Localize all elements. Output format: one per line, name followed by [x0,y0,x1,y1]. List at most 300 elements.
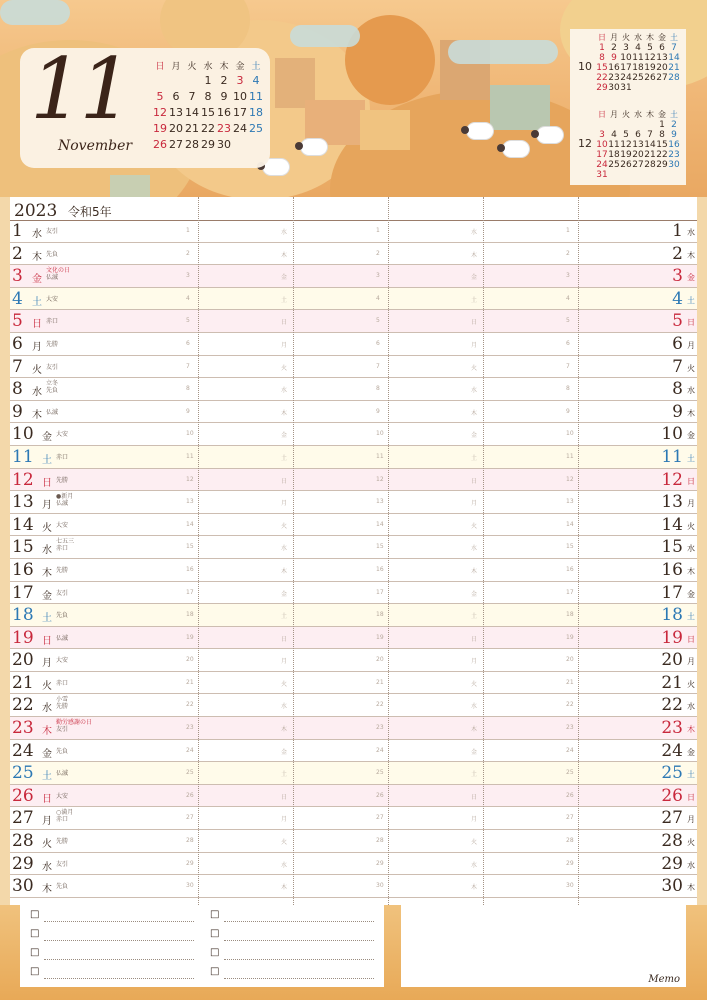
day-row[interactable] [10,491,697,514]
column-day-marker: 金 [471,748,478,756]
cloud-shape [0,0,70,25]
day-note: ●新月 [56,493,74,501]
weekday-label: 月 [42,816,52,828]
side-calendar-day: 26 [620,160,632,170]
memo-label: Memo [648,974,680,985]
column-day-marker: 2 [376,249,380,257]
day-row[interactable] [10,582,697,605]
column-day-marker: 17 [186,588,194,596]
day-number-right: 29 [661,853,683,874]
weekday-header: 金 [658,33,666,42]
day-number-right: 11 [661,446,683,467]
column-day-marker: 土 [471,454,478,462]
day-row[interactable] [10,875,697,898]
column-day-marker: 6 [376,339,380,347]
column-day-marker: 25 [566,769,574,777]
rokuyo-note [56,809,73,823]
day-row[interactable] [10,559,697,582]
side-calendar-day: 28 [644,160,656,170]
side-calendar-day: 3 [599,130,605,140]
day-number: 6 [12,333,23,354]
weekday-header: 水 [203,61,213,72]
column-day-marker: 月 [281,500,288,508]
weekday-label: 金 [42,590,52,602]
mini-calendar-day [232,136,248,152]
weekday-label-right: 木 [687,566,695,576]
side-calendar-day: 10 [620,53,632,63]
column-day-marker: 30 [566,882,574,890]
column-day-marker: 月 [471,341,478,349]
column-day-marker: 29 [376,859,384,867]
day-note: 先勝 [56,566,69,574]
column-day-marker: 木 [281,884,288,892]
rokuyo-note [56,770,68,777]
column-day-marker: 21 [186,678,194,686]
rokuyo-note [56,680,68,687]
day-number: 5 [12,311,23,332]
side-calendar-day: 21 [668,63,680,73]
column-day-marker: 8 [566,385,570,393]
year-row [10,197,697,221]
day-note: 友引 [56,860,69,868]
side-calendar-day: 16 [608,63,620,73]
todo-line[interactable] [224,940,374,941]
day-number-right: 6 [672,333,683,354]
rokuyo-note [56,477,68,484]
day-row[interactable] [10,469,697,492]
column-day-marker: 15 [186,543,194,551]
day-row[interactable] [10,423,697,446]
column-day-marker: 木 [281,251,288,259]
column-day-marker: 5 [566,317,570,325]
day-number: 25 [12,763,34,784]
day-row[interactable] [10,830,697,853]
day-note: 赤口 [56,453,69,461]
weekday-label: 火 [42,680,52,692]
column-day-marker: 木 [471,884,478,892]
column-day-marker: 22 [566,701,574,709]
weekday-header: 金 [235,61,245,72]
todo-checkbox[interactable]: □ [30,928,40,939]
todo-checkbox[interactable]: □ [210,909,220,920]
column-day-marker: 月 [471,500,478,508]
mini-calendar-day: 28 [185,137,199,151]
side-calendar-day [668,83,680,93]
mini-calendar-day: 12 [153,105,167,119]
side-calendar-day: 18 [608,150,620,160]
column-day-marker: 金 [471,590,478,598]
column-day-marker: 火 [471,680,478,688]
column-day-marker: 8 [186,385,190,393]
mini-calendar-day: 19 [153,121,167,135]
footer [0,905,707,1000]
day-number-right: 13 [661,492,683,513]
sheep-icon [502,140,530,158]
day-row[interactable] [10,762,697,785]
side-calendar-day: 14 [668,53,680,63]
column-day-marker: 水 [281,387,288,395]
column-day-marker: 20 [186,656,194,664]
day-row[interactable] [10,740,697,763]
rokuyo-note [56,657,68,664]
prev-month-label: 10 [578,60,592,73]
weekday-header: 月 [171,61,181,72]
side-calendar-day: 25 [608,160,620,170]
side-calendar-day: 8 [599,53,605,63]
column-day-marker: 木 [471,251,478,259]
side-calendar-day: 29 [656,160,668,170]
day-row[interactable] [10,265,697,288]
todo-line[interactable] [44,978,194,979]
day-number: 16 [12,559,34,580]
column-day-marker: 月 [471,658,478,666]
column-day-marker: 29 [566,859,574,867]
side-calendar-day: 22 [596,73,608,83]
side-calendar-day [620,170,632,180]
side-calendar-day: 20 [632,150,644,160]
column-day-marker: 水 [471,229,478,236]
weekday-header: 金 [658,110,666,119]
side-calendar-day: 11 [608,140,620,150]
day-number-right: 16 [661,559,683,580]
day-row[interactable] [10,356,697,379]
side-calendar-day: 12 [644,53,656,63]
weekday-label: 木 [32,251,42,263]
weekday-label-right: 金 [687,747,695,757]
column-day-marker: 水 [281,229,288,236]
weekday-header: 日 [598,33,606,42]
day-row[interactable] [10,807,697,830]
column-day-marker: 26 [376,791,384,799]
weekday-label-right: 土 [687,295,695,305]
weekday-label: 日 [42,477,52,489]
todo-line[interactable] [224,959,374,960]
weekday-label-right: 水 [687,860,695,870]
column-day-marker: 28 [186,837,194,845]
side-calendar-day [644,170,656,180]
todo-line[interactable] [44,959,194,960]
column-divider [293,197,294,905]
day-row[interactable] [10,243,697,266]
mini-calendar-day: 29 [201,137,215,151]
mini-calendar-day: 22 [201,121,215,135]
side-calendar-day: 1 [599,43,605,53]
mini-calendar-day [152,72,168,88]
todo-checkbox[interactable]: □ [210,966,220,977]
column-day-marker: 火 [471,839,478,847]
column-day-marker: 14 [566,520,574,528]
side-calendar-day: 31 [620,83,632,93]
side-calendar-day: 3 [623,43,629,53]
rokuyo-note [46,364,58,371]
side-calendar-day: 26 [644,73,656,83]
column-day-marker: 27 [376,814,384,822]
column-day-marker: 日 [471,635,478,643]
day-number-right: 15 [661,537,683,558]
mini-calendar-day: 26 [153,137,167,151]
column-day-marker: 19 [566,633,574,641]
weekday-label-right: 金 [687,589,695,599]
day-note: 友引 [46,363,59,371]
todo-checkbox[interactable]: □ [30,909,40,920]
column-day-marker: 11 [376,452,384,460]
column-day-marker: 24 [376,746,384,754]
side-calendar-day: 30 [608,83,620,93]
day-number-right: 30 [661,876,683,897]
weekday-label: 木 [42,884,52,896]
day-row[interactable] [10,333,697,356]
day-row[interactable] [10,220,697,243]
side-calendar-day [632,120,644,130]
day-note: 先勝 [46,340,59,348]
column-day-marker: 13 [186,498,194,506]
weekday-label: 火 [42,522,52,534]
day-row[interactable] [10,514,697,537]
mini-calendar-day: 6 [172,89,180,103]
day-number-right: 12 [661,469,683,490]
weekday-label-right: 水 [687,702,695,712]
day-note: 大安 [56,657,69,665]
column-day-marker: 30 [186,882,194,890]
mini-calendar-day: 8 [204,89,212,103]
side-calendar-day: 4 [635,43,641,53]
day-number-right: 7 [672,356,683,377]
day-row[interactable] [10,649,697,672]
side-calendar-day: 7 [671,43,677,53]
day-number-right: 24 [661,740,683,761]
rokuyo-note [56,454,68,461]
column-day-marker: 金 [471,432,478,440]
column-day-marker: 日 [281,319,288,327]
tree-shape [345,15,435,105]
weekday-label: 月 [42,500,52,512]
house-shape [360,110,410,150]
day-note: ○満月 [56,809,74,817]
day-note: 友引 [56,726,69,734]
day-row[interactable] [10,694,697,717]
year-label: 2023 [14,201,58,221]
weekday-label-right: 木 [687,883,695,893]
mini-calendar-day: 3 [236,73,244,87]
rokuyo-note [46,228,58,235]
column-day-marker: 22 [186,701,194,709]
column-day-marker: 5 [186,317,190,325]
mini-calendar-day: 25 [249,121,263,135]
side-calendar-day: 2 [671,120,677,130]
side-calendar-day [632,170,644,180]
day-row[interactable] [10,604,697,627]
weekday-label: 火 [42,839,52,851]
next-month-label: 12 [578,137,592,150]
rokuyo-note [56,567,68,574]
next-month-calendar [596,110,680,180]
column-day-marker: 9 [186,407,190,415]
rokuyo-note [56,635,68,642]
weekday-header: 土 [670,33,678,42]
todo-checkbox[interactable]: □ [30,947,40,958]
day-row[interactable] [10,853,697,876]
column-day-marker: 金 [281,748,288,756]
month-name: November [58,138,133,154]
column-day-marker: 6 [566,339,570,347]
mini-calendar-day: 7 [188,89,196,103]
day-number-right: 23 [661,718,683,739]
column-day-marker: 29 [186,859,194,867]
day-number-right: 3 [672,266,683,287]
day-row[interactable] [10,672,697,695]
mini-calendar-day: 2 [220,73,228,87]
day-note: 先負 [56,883,69,891]
column-day-marker: 水 [281,545,288,553]
weekday-label-right: 金 [687,273,695,283]
weekday-header: 木 [646,110,654,119]
column-day-marker: 13 [376,498,384,506]
day-number-right: 21 [661,672,683,693]
day-number: 18 [12,605,34,626]
column-divider [388,197,389,905]
column-day-marker: 16 [376,565,384,573]
column-day-marker: 水 [471,387,478,395]
side-calendar-day: 16 [668,140,680,150]
column-day-marker: 日 [281,793,288,801]
day-row[interactable] [10,288,697,311]
side-calendar-day: 30 [668,160,680,170]
todo-checkbox[interactable]: □ [30,966,40,977]
column-day-marker: 19 [376,633,384,641]
column-day-marker: 9 [566,407,570,415]
column-day-marker: 12 [186,475,194,483]
weekday-header: 日 [598,110,606,119]
day-number-right: 28 [661,831,683,852]
side-calendar-day: 2 [611,43,617,53]
column-day-marker: 17 [566,588,574,596]
column-day-marker: 水 [471,703,478,711]
side-calendar-day [656,170,668,180]
weekday-header: 日 [155,61,165,72]
column-day-marker: 21 [566,678,574,686]
weekday-label-right: 日 [687,476,695,486]
mini-calendar-day: 4 [252,73,260,87]
column-day-marker: 土 [281,296,288,304]
column-day-marker: 16 [186,565,194,573]
column-day-marker: 18 [376,611,384,619]
side-calendar-day: 6 [659,43,665,53]
rokuyo-note [56,538,74,552]
day-row[interactable] [10,378,697,401]
side-calendar-day: 13 [632,140,644,150]
sheep-icon [300,138,328,156]
day-row[interactable] [10,536,697,559]
side-calendar-day: 19 [644,63,656,73]
side-calendar-day: 31 [596,170,608,180]
day-number: 23 [12,718,34,739]
column-day-marker: 1 [566,227,570,234]
day-note: 先負 [46,250,59,258]
todo-box [20,905,384,987]
column-day-marker: 15 [376,543,384,551]
column-day-marker: 30 [376,882,384,890]
day-row[interactable] [10,446,697,469]
weekday-label: 金 [32,274,42,286]
column-day-marker: 金 [281,274,288,282]
day-number: 2 [12,243,23,264]
day-number: 13 [12,492,34,513]
day-number: 26 [12,785,34,806]
todo-line[interactable] [224,978,374,979]
mini-calendar-day: 10 [233,89,247,103]
todo-line[interactable] [224,921,374,922]
todo-line[interactable] [44,940,194,941]
weekday-label: 月 [42,658,52,670]
column-day-marker: 8 [376,385,380,393]
column-day-marker: 10 [376,430,384,438]
memo-box[interactable] [401,905,686,987]
side-calendar-day: 24 [596,160,608,170]
day-note: 小雪 [56,696,69,704]
column-day-marker: 14 [376,520,384,528]
column-day-marker: 水 [281,861,288,869]
todo-line[interactable] [44,921,194,922]
rokuyo-note [46,341,58,348]
column-day-marker: 4 [376,294,380,302]
weekday-header: 土 [251,61,261,72]
todo-checkbox[interactable]: □ [210,928,220,939]
column-day-marker: 1 [376,227,380,234]
weekday-label-right: 火 [687,363,695,373]
day-number: 15 [12,537,34,558]
column-day-marker: 木 [471,726,478,734]
mini-calendar-day: 18 [249,105,263,119]
day-row[interactable] [10,717,697,740]
rokuyo-note [56,696,68,710]
column-day-marker: 16 [566,565,574,573]
day-note: 仏滅 [56,770,69,778]
todo-checkbox[interactable]: □ [210,947,220,958]
day-row[interactable] [10,310,697,333]
day-note: 仏滅 [46,274,59,282]
day-note: 大安 [56,792,69,800]
sheep-icon [466,122,494,140]
weekday-header: 水 [634,33,642,42]
day-row[interactable] [10,627,697,650]
weekday-label-right: 月 [687,340,695,350]
side-calendar-day: 12 [620,140,632,150]
day-row[interactable] [10,401,697,424]
mini-calendar-day: 13 [169,105,183,119]
column-day-marker: 木 [281,726,288,734]
weekday-label: 水 [32,387,42,399]
day-number: 8 [12,379,23,400]
rokuyo-note [46,318,58,325]
side-calendar-day: 7 [647,130,653,140]
weekday-label-right: 土 [687,612,695,622]
day-row[interactable] [10,785,697,808]
column-day-marker: 23 [566,724,574,732]
column-day-marker: 17 [376,588,384,596]
column-day-marker: 日 [471,319,478,327]
column-divider [198,197,199,905]
weekday-label: 月 [32,341,42,353]
column-day-marker: 3 [186,272,190,280]
weekday-label: 土 [32,296,42,308]
rokuyo-note [46,296,58,303]
day-number-right: 8 [672,379,683,400]
mini-calendar-day [168,72,184,88]
rokuyo-note [56,838,68,845]
day-note: 立冬 [46,380,59,388]
day-number: 19 [12,627,34,648]
column-day-marker: 25 [376,769,384,777]
